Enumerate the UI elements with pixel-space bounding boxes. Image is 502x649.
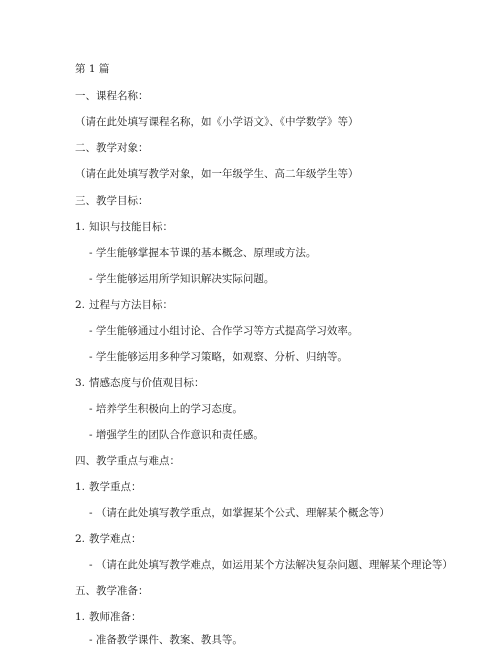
list-item (75, 532, 142, 546)
list-number: 2. (75, 299, 86, 311)
list-item (75, 376, 205, 390)
bullet-item: - 增强学生的团队合作意识和责任感。 (89, 429, 264, 441)
bullet-item: - （请在此处填写教学难点，如运用某个方法解决复杂问题、理解某个理论等） (89, 559, 453, 571)
list-number: 1. (75, 611, 86, 623)
section-title-course-name: 一、课程名称： (75, 90, 149, 102)
bullet-item: - （请在此处填写教学重点，如掌握某个公式、理解某个概念等） (89, 507, 390, 519)
bullet-item: - 学生能够通过小组讨论、合作学习等方式提高学习效率。 (89, 325, 359, 337)
bullet-item: - 准备教学课件、教案、教具等。 (89, 634, 243, 646)
bullet-item: - 学生能够运用所学知识解决实际问题。 (89, 273, 275, 285)
list-number: 2. (75, 533, 86, 545)
bullet-item: - 学生能够掌握本节课的基本概念、原理或方法。 (89, 247, 317, 259)
chapter-heading: 第 1 篇 (75, 63, 110, 75)
list-item (75, 610, 142, 624)
section-title-teaching-prep: 五、教学准备： (75, 585, 149, 597)
list-item (75, 480, 142, 494)
list-item (75, 298, 173, 312)
section-title-teaching-object: 二、教学对象： (75, 142, 149, 154)
list-item-text: 情感态度与价值观目标： (89, 377, 205, 389)
list-item-text: 教学重点： (89, 481, 142, 493)
bullet-item: - 培养学生积极向上的学习态度。 (89, 403, 243, 415)
section-title-key-points: 四、教学重点与难点： (75, 455, 180, 467)
list-item-text: 教学难点： (89, 533, 142, 545)
bullet-item: - 学生能够运用多种学习策略，如观察、分析、归纳等。 (89, 351, 348, 363)
list-item-text: 过程与方法目标： (89, 299, 173, 311)
list-number: 1. (75, 481, 86, 493)
list-item-text: 知识与技能目标： (89, 221, 173, 233)
list-item (75, 220, 173, 234)
list-number: 3. (75, 377, 86, 389)
section-title-teaching-goals: 三、教学目标： (75, 195, 149, 207)
list-item-text: 教师准备： (89, 611, 142, 623)
list-number: 1. (75, 221, 86, 233)
section-body-teaching-object: （请在此处填写教学对象，如一年级学生、高二年级学生等） (75, 168, 359, 180)
section-body-course-name: （请在此处填写课程名称，如《小学语文》、《中学数学》等） (75, 116, 359, 128)
